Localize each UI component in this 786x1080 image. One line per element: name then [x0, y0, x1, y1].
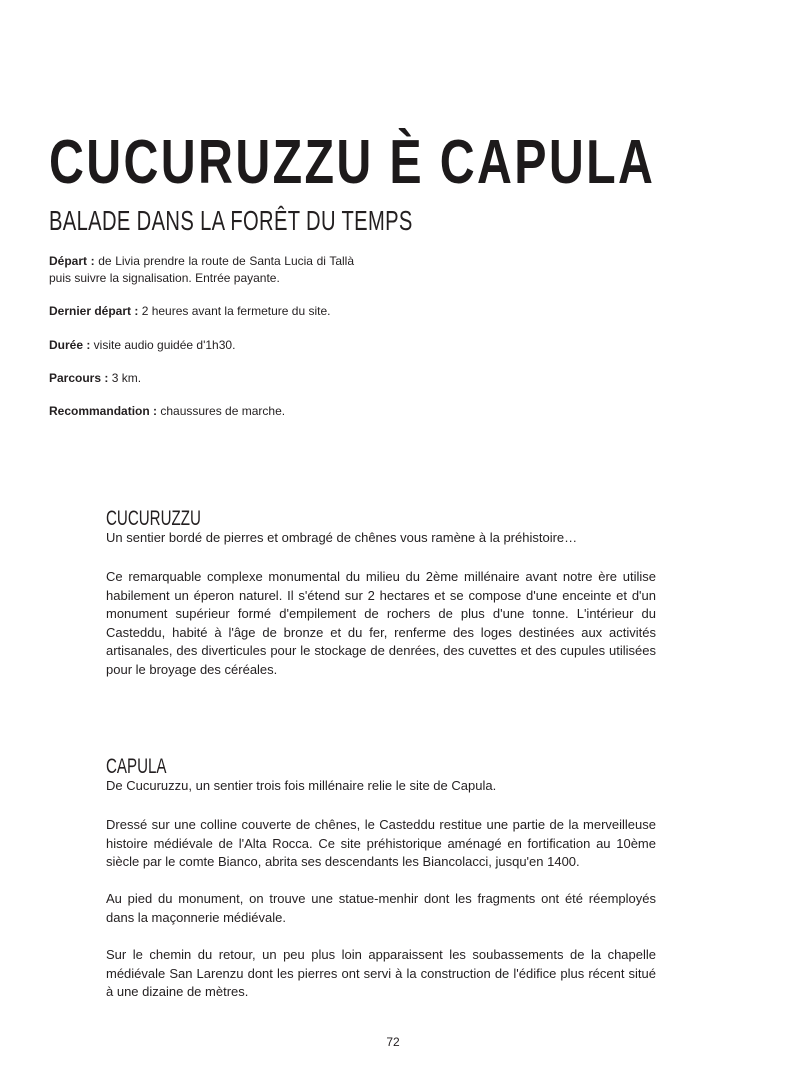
- info-depart-label: Départ :: [49, 254, 95, 268]
- info-parcours-label: Parcours :: [49, 371, 109, 385]
- info-depart: [49, 253, 354, 287]
- info-dernier-depart: [49, 303, 354, 320]
- page-title: CUCURUZZU È CAPULA: [49, 128, 656, 197]
- capula-body-1: Dressé sur une colline couverte de chênes, le Casteddu restitue une partie de la merveilleuse histoire médiévale de l'Alta Rocca. Ce site préhistorique aménagé en fortification au 10ème siècle par le comte Bianco, abrita ses descendants les Biancolacci, jusqu'en 1400.: [106, 817, 656, 870]
- capula-body-3: Sur le chemin du retour, un peu plus loin apparaissent les soubassements de la chapelle médiévale San Larenzu dont les pierres ont servi à la construction de l'édifice plus récent situé à une dizaine de mètres.: [106, 947, 656, 1000]
- info-duree: [49, 337, 354, 354]
- cucuruzzu-intro: Un sentier bordé de pierres et ombragé de chênes vous ramène à la préhistoire…: [106, 530, 578, 545]
- info-dernier-depart-text: 2 heures avant la fermeture du site.: [138, 304, 331, 318]
- section-title-capula: CAPULA: [106, 755, 167, 778]
- info-recommandation-label: Recommandation :: [49, 404, 158, 418]
- info-recommandation-text: chaussures de marche.: [157, 404, 286, 418]
- cucuruzzu-body: Ce remarquable complexe monumental du milieu du 2ème millénaire avant notre ère utilise habilement un éperon naturel. Il s'étend sur 2 hectares et se compose d'une enceinte et d'un monument supérieur formé d'empilement de rochers de plus d'une tonne. L'intérieur du Casteddu, habité à l'âge de bronze et du fer, renferme des loges destinées aux activités artisanales, des diverticules pour le stockage de denrées, des cuvettes et des cupules utilisées pour le broyage des céréales.: [106, 569, 656, 677]
- page-subtitle: BALADE DANS LA FORÊT DU TEMPS: [49, 205, 413, 236]
- capula-body-2: Au pied du monument, on trouve une statue-menhir dont les fragments ont été réemployés dans la maçonnerie médiévale.: [106, 891, 656, 925]
- info-duree-text: visite audio guidée d'1h30.: [90, 338, 236, 352]
- info-recommandation: [49, 403, 449, 420]
- info-dernier-depart-label: Dernier départ :: [49, 304, 139, 318]
- info-duree-label: Durée :: [49, 338, 91, 352]
- info-parcours: [49, 370, 354, 387]
- info-depart-text: de Livia prendre la route de Santa Lucia di Tallà puis suivre la signalisation. Entrée payante.: [49, 254, 354, 285]
- page-number: 72: [386, 1035, 400, 1049]
- capula-intro: De Cucuruzzu, un sentier trois fois millénaire relie le site de Capula.: [106, 778, 497, 793]
- info-parcours-text: 3 km.: [108, 371, 142, 385]
- section-title-cucuruzzu: CUCURUZZU: [106, 507, 201, 530]
